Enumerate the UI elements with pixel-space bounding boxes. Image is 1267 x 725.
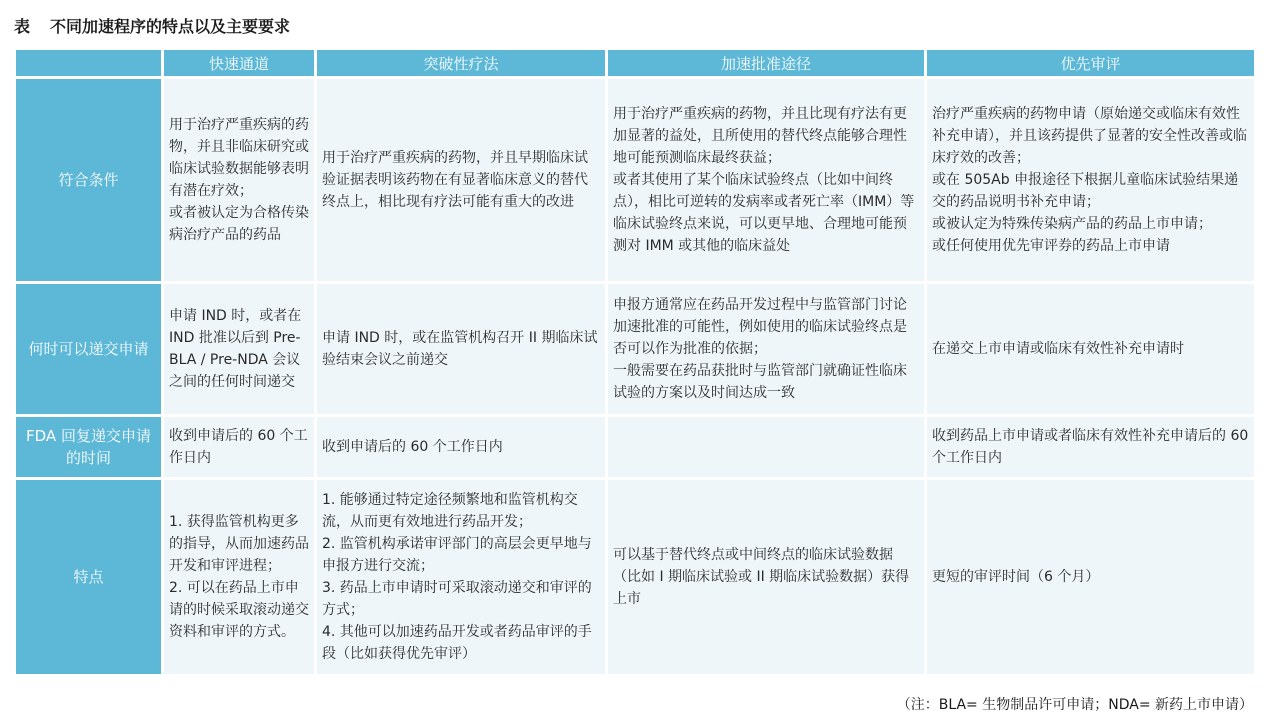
table-row	[16, 284, 1254, 414]
cell-paragraph: 收到药品上市申请或者临床有效性补充申请后的 60 个工作日内	[932, 428, 1249, 466]
table-cell	[608, 417, 924, 477]
column-header-breakthrough-therapy: 突破性疗法	[317, 50, 605, 76]
cell-paragraph: 收到申请后的 60 个工作日内	[169, 428, 308, 466]
cell-paragraph: 2. 可以在药品上市申请的时候采取滚动递交资料和审评的方式。	[169, 580, 309, 640]
cell-paragraph: 2. 监管机构承诺审评部门的高层会更早地与申报方进行交流；	[322, 536, 592, 574]
table-cell	[164, 480, 314, 674]
cell-paragraph: 1. 能够通过特定途径频繁地和监管机构交流，从而更有效地进行药品开发；	[322, 492, 578, 530]
column-header-fast-track: 快速通道	[164, 50, 314, 76]
cell-paragraph: 1. 获得监管机构更多的指导，从而加速药品开发和审评进程；	[169, 514, 309, 574]
table-cell	[317, 417, 605, 477]
table-cell	[608, 79, 924, 281]
table-cell	[927, 79, 1254, 281]
cell-paragraph: 申请 IND 时，或在监管机构召开 II 期临床试验结束会议之前递交	[322, 330, 598, 368]
row-header-eligibility: 符合条件	[16, 79, 161, 281]
table-footnote: （注：BLA= 生物制品许可申请；NDA= 新药上市申请）	[896, 697, 1253, 713]
table-cell	[164, 417, 314, 477]
cell-paragraph: 申请 IND 时，或者在 IND 批准以后到 Pre-BLA / Pre-NDA 会议之间的任何时间递交	[169, 308, 302, 390]
cell-paragraph: 治疗严重疾病的药物申请（原始递交或临床有效性补充申请），并且该药提供了显著的安全性改善或临床疗效的改善；	[932, 106, 1247, 166]
table-header-row	[16, 50, 1254, 76]
cell-paragraph: 或任何使用优先审评券的药品上市申请	[932, 238, 1170, 254]
table-row	[16, 417, 1254, 477]
table-cell	[164, 284, 314, 414]
table-cell	[927, 417, 1254, 477]
cell-paragraph: 可以基于替代终点或中间终点的临床试验数据（比如 I 期临床试验或 II 期临床试验数据）获得上市	[613, 547, 910, 607]
cell-paragraph: 或在 505Ab 申报途径下根据儿童临床试验结果递交的药品说明书补充申请；	[932, 172, 1239, 210]
cell-paragraph: 用于治疗严重疾病的药物，并且非临床研究或临床试验数据能够表明有潜在疗效；	[169, 117, 309, 199]
cell-paragraph: 申报方通常应在药品开发过程中与监管部门讨论加速批准的可能性，例如使用的临床试验终点是否可以作为批准的依据；	[613, 297, 907, 357]
table-cell	[927, 480, 1254, 674]
table-cell	[927, 284, 1254, 414]
table-cell	[164, 79, 314, 281]
cell-paragraph: 更短的审评时间（6 个月）	[932, 569, 1100, 585]
cell-paragraph: 3. 药品上市申请时可采取滚动递交和审评的方式；	[322, 580, 592, 618]
table-cell	[608, 480, 924, 674]
cell-paragraph: 用于治疗严重疾病的药物，并且比现有疗法有更加显著的益处，且所使用的替代终点能够合理性地可能预测临床最终获益；	[613, 106, 907, 166]
row-header-fda-response-time: FDA 回复递交申请的时间	[16, 417, 161, 477]
table-corner-cell	[16, 50, 161, 76]
table-title-prefix: 表	[14, 17, 31, 36]
table-title	[14, 14, 290, 40]
row-header-features: 特点	[16, 480, 161, 674]
table-cell	[608, 284, 924, 414]
table-cell	[317, 79, 605, 281]
cell-paragraph: 用于治疗严重疾病的药物，并且早期临床试验证据表明该药物在有显著临床意义的替代终点上，相比现有疗法可能有重大的改进	[322, 150, 588, 210]
column-header-priority-review: 优先审评	[927, 50, 1254, 76]
row-header-when-to-submit: 何时可以递交申请	[16, 284, 161, 414]
cell-paragraph: 在递交上市申请或临床有效性补充申请时	[932, 341, 1184, 357]
cell-paragraph: 或被认定为特殊传染病产品的药品上市申请；	[932, 216, 1212, 232]
cell-paragraph: 收到申请后的 60 个工作日内	[322, 439, 503, 455]
cell-paragraph: 4. 其他可以加速药品开发或者药品审评的手段（比如获得优先审评）	[322, 624, 592, 662]
table-cell	[317, 480, 605, 674]
cell-paragraph: 或者其使用了某个临床试验终点（比如中间终点），相比可逆转的发病率或者死亡率（IMM）等临床试验终点来说，可以更早地、合理地可能预测对 IMM 或其他的临床益处	[613, 172, 915, 254]
table-row	[16, 79, 1254, 281]
table-cell	[317, 284, 605, 414]
table-row	[16, 480, 1254, 674]
cell-paragraph: 或者被认定为合格传染病治疗产品的药品	[169, 205, 309, 243]
table-title-text: 不同加速程序的特点以及主要要求	[50, 17, 291, 36]
column-header-accelerated-approval: 加速批准途径	[608, 50, 924, 76]
comparison-table	[13, 47, 1257, 677]
cell-paragraph: 一般需要在药品获批时与监管部门就确证性临床试验的方案以及时间达成一致	[613, 363, 907, 401]
